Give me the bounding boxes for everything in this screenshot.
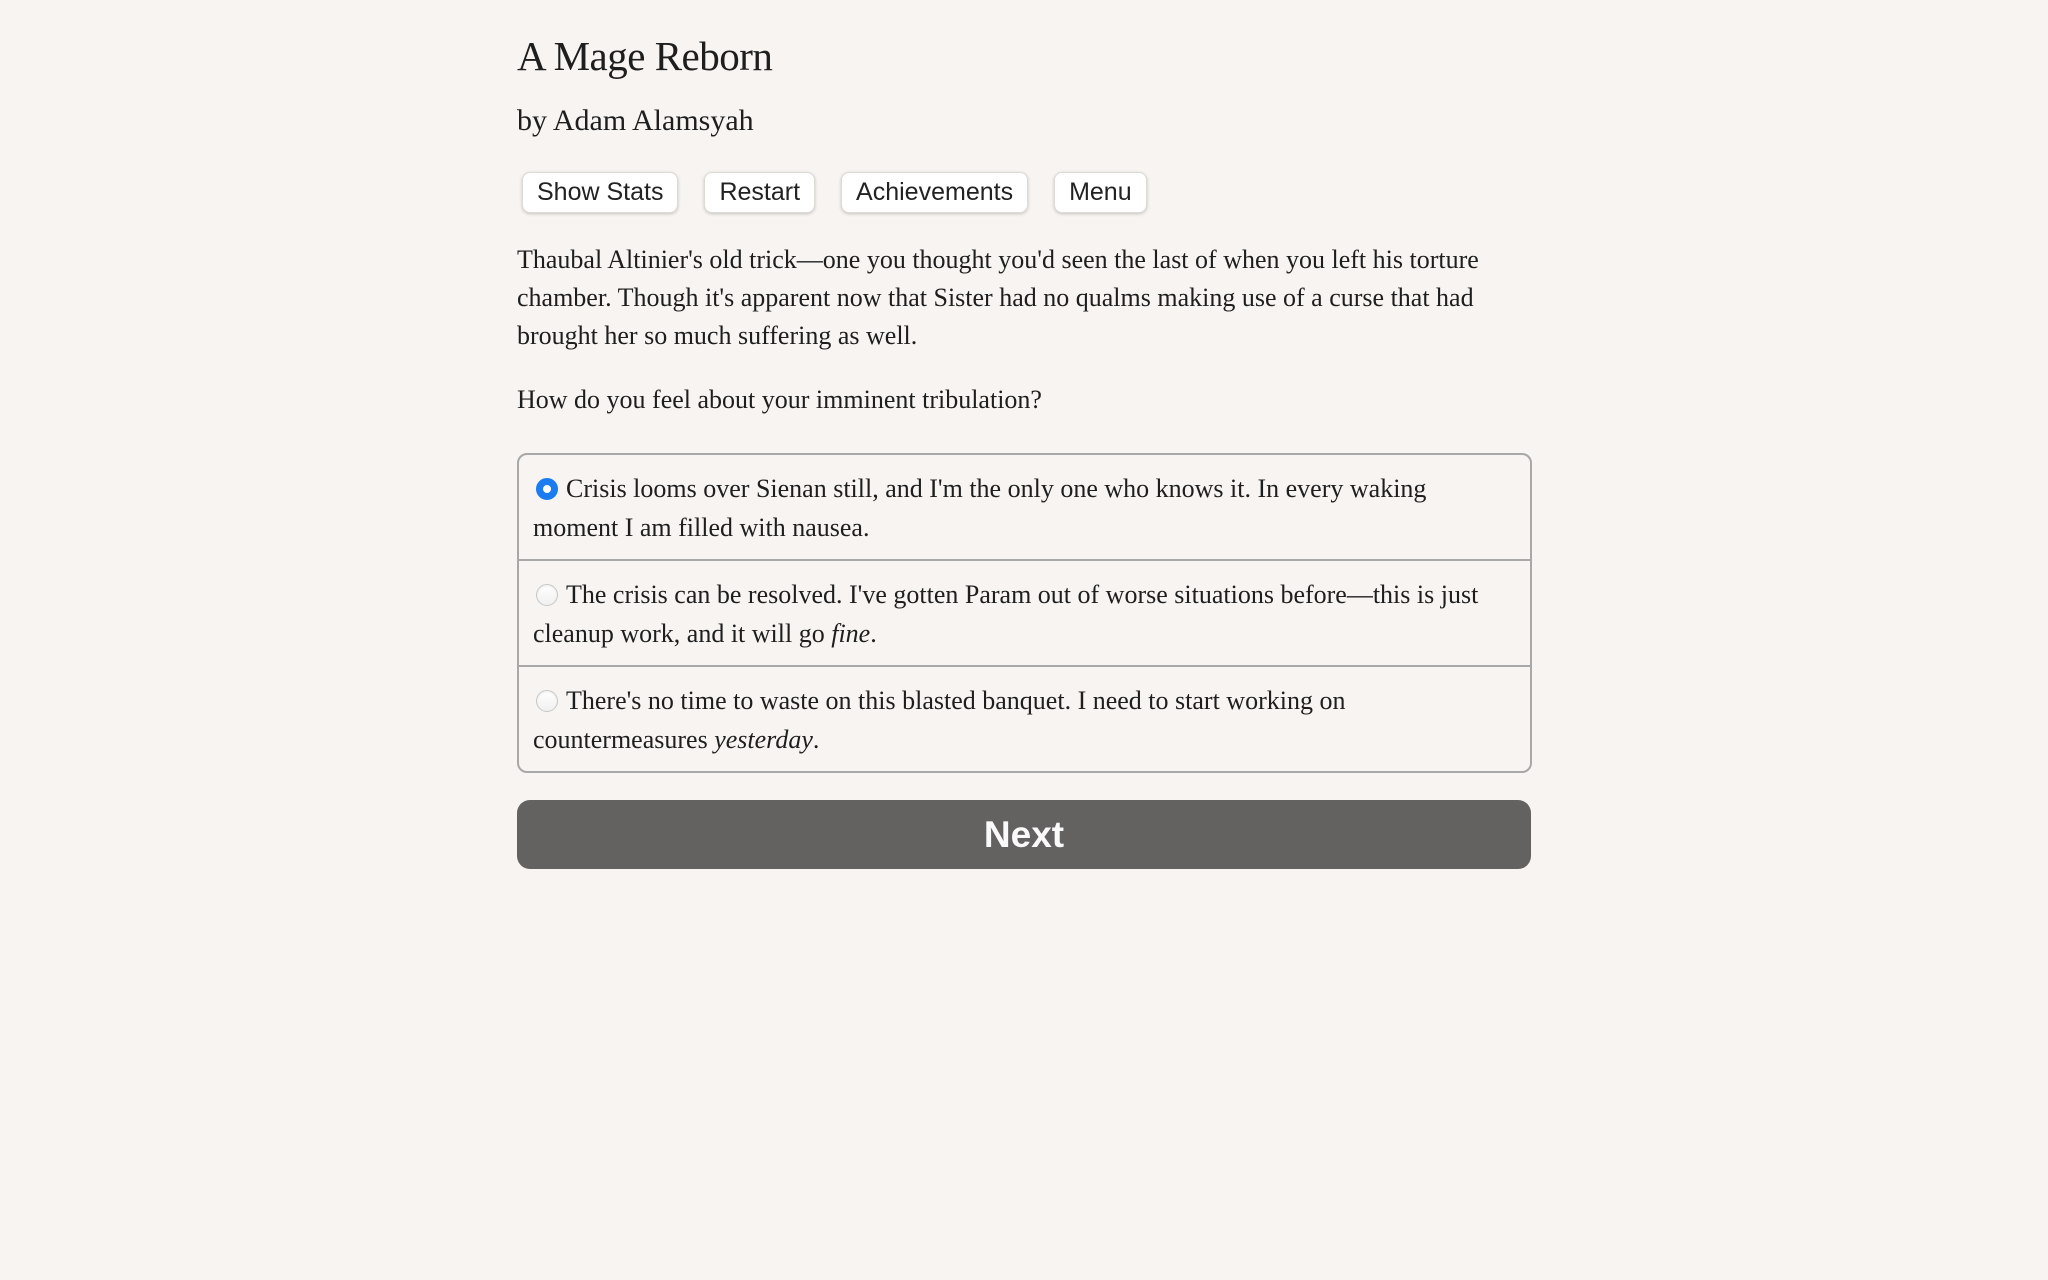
choice-text: Crisis looms over Sienan still, and I'm the only one who knows it. In every waking moment I am filled with nausea. (533, 474, 1427, 542)
story-paragraph: Thaubal Altinier's old trick—one you thought you'd seen the last of when you left his torture chamber. Though it's apparent now that Sister had no qualms making use of a curse that had brought her so much suffering as well. (517, 245, 1479, 350)
next-button[interactable]: Next (517, 800, 1531, 869)
show-stats-button[interactable]: Show Stats (522, 172, 678, 213)
achievements-button[interactable]: Achievements (841, 172, 1028, 213)
menu-button[interactable]: Menu (1054, 172, 1147, 213)
radio-unselected-icon[interactable] (536, 690, 558, 712)
choice-list (517, 453, 1532, 773)
author-byline: by Adam Alamsyah (517, 104, 754, 137)
choice-emphasis: yesterday (714, 725, 813, 754)
choice-suffix: . (812, 725, 820, 754)
choice-option-1[interactable] (519, 455, 1530, 559)
choice-text: The crisis can be resolved. I've gotten Param out of worse situations before—this is just cleanup work, and it will go (533, 580, 1479, 648)
toolbar (522, 172, 1147, 213)
choice-emphasis: fine (831, 619, 871, 648)
restart-button[interactable]: Restart (704, 172, 815, 213)
story-question: How do you feel about your imminent tribulation? (517, 385, 1042, 414)
choice-option-2[interactable] (519, 559, 1530, 665)
choice-text: There's no time to waste on this blasted banquet. I need to start working on countermeasures (533, 686, 1346, 754)
choice-option-3[interactable] (519, 665, 1530, 771)
radio-unselected-icon[interactable] (536, 584, 558, 606)
game-title: A Mage Reborn (517, 33, 773, 79)
radio-selected-icon[interactable] (536, 478, 558, 500)
choice-suffix: . (870, 619, 877, 648)
